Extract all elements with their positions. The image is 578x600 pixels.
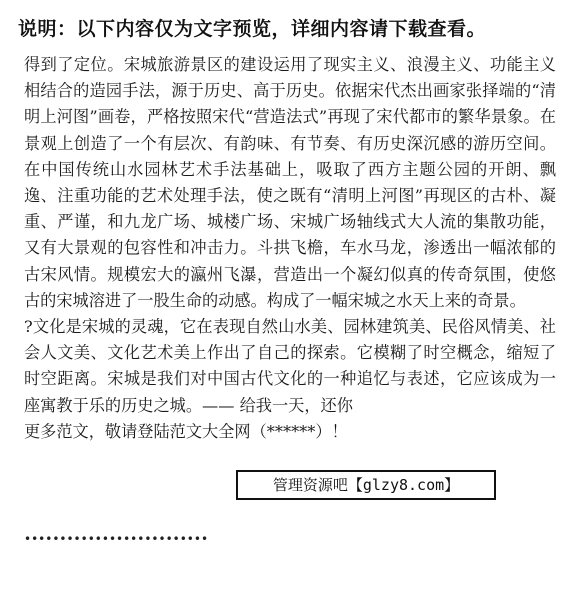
paragraph-2: ?文化是宋城的灵魂，它在表现自然山水美、园林建筑美、民俗风情美、社会人文美、文化艺术美上作出了自己的探索。它模糊了时空概念，缩短了时空距离。宋城是我们对中国古代文化的一种追忆与表述，它应该成为一座寓教于乐的历史之城。—— 给我一天，还你 — [24, 317, 556, 415]
paragraph-3: 更多范文，敬请登陆范文大全网（******）！ — [24, 421, 348, 441]
dotted-separator: •••••••••••••••••••••••••• — [24, 532, 209, 546]
paragraph-1: 得到了定位。宋城旅游景区的建设运用了现实主义、浪漫主义、功能主义相结合的造园手法，源于历史、高于历史。依据宋代杰出画家张择端的“清明上河图”画卷，严格按照宋代“营造法式”再现了宋代都市的繁华景象。在景观上创造了一个有层次、有韵味、有节奏、有历史深沉感的游历空间。在中国传统山水园林艺术手法基础上，吸取了西方主题公园的开朗、飘逸、注重功能的艺术处理手法，使之既有“清明上河图”再现区的古朴、凝重、严谨，和九龙广场、城楼广场、宋城广场轴线式大人流的集散功能，又有大景观的包容性和冲击力。斗拱飞檐，车水马龙，渗透出一幅浓郁的古宋风情。规模宏大的瀛州飞瀑，营造出一个凝幻似真的传奇氛围，使悠古的宋城溶进了一股生命的动感。构成了一幅宋城之水天上来的奇景。 — [24, 55, 556, 310]
document-body — [24, 52, 556, 445]
watermark-banner: 管理资源吧【glzy8.com】 — [236, 470, 496, 500]
preview-notice: 说明：以下内容仅为文字预览，详细内容请下载查看。 — [18, 18, 487, 40]
